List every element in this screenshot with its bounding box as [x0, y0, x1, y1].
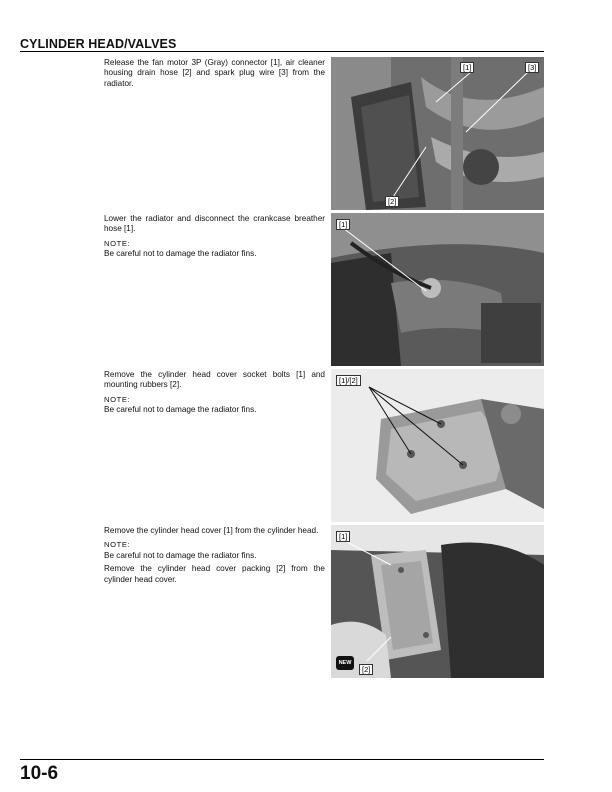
page-number: 10-6	[20, 763, 59, 784]
step-1-text	[104, 58, 325, 92]
note-label: NOTE:	[104, 540, 131, 550]
note-label: NOTE:	[104, 238, 131, 248]
step-4-followup: Remove the cylinder head cover packing [2] from the cylinder head cover.	[104, 564, 325, 584]
step-4-photo	[331, 525, 544, 678]
footer-divider	[20, 759, 544, 760]
new-part-badge: NEW	[336, 656, 354, 670]
step-1-instruction: Release the fan motor 3P (Gray) connector [1], air cleaner housing drain hose [2] and spark plug wire [3] from the radiator.	[104, 58, 325, 88]
header-divider	[20, 51, 544, 52]
step-1-photo	[331, 57, 544, 210]
callout-label: [2]	[359, 664, 373, 675]
step-2-photo	[331, 213, 544, 366]
callout-label: [2]	[385, 196, 399, 207]
note-text: Be careful not to damage the radiator fins.	[104, 249, 257, 259]
step-3-photo	[331, 369, 544, 522]
step-2-text	[104, 214, 325, 263]
step-3-instruction: Remove the cylinder head cover socket bolts [1] and mounting rubbers [2].	[104, 370, 325, 390]
callout-label: [1]/[2]	[336, 375, 361, 386]
note-label: NOTE:	[104, 394, 131, 404]
callout-label: [1]	[460, 62, 474, 73]
callout-label: [3]	[525, 62, 539, 73]
step-2-instruction: Lower the radiator and disconnect the crankcase breather hose [1].	[104, 214, 325, 234]
callout-label: [1]	[336, 219, 350, 230]
step-4-text	[104, 526, 325, 588]
note-text: Be careful not to damage the radiator fins.	[104, 550, 257, 560]
note-text: Be careful not to damage the radiator fins.	[104, 405, 257, 415]
step-3-text	[104, 370, 325, 419]
step-4-instruction: Remove the cylinder head cover [1] from the cylinder head.	[104, 526, 319, 535]
section-title: CYLINDER HEAD/VALVES	[20, 37, 177, 51]
callout-label: [1]	[336, 531, 350, 542]
